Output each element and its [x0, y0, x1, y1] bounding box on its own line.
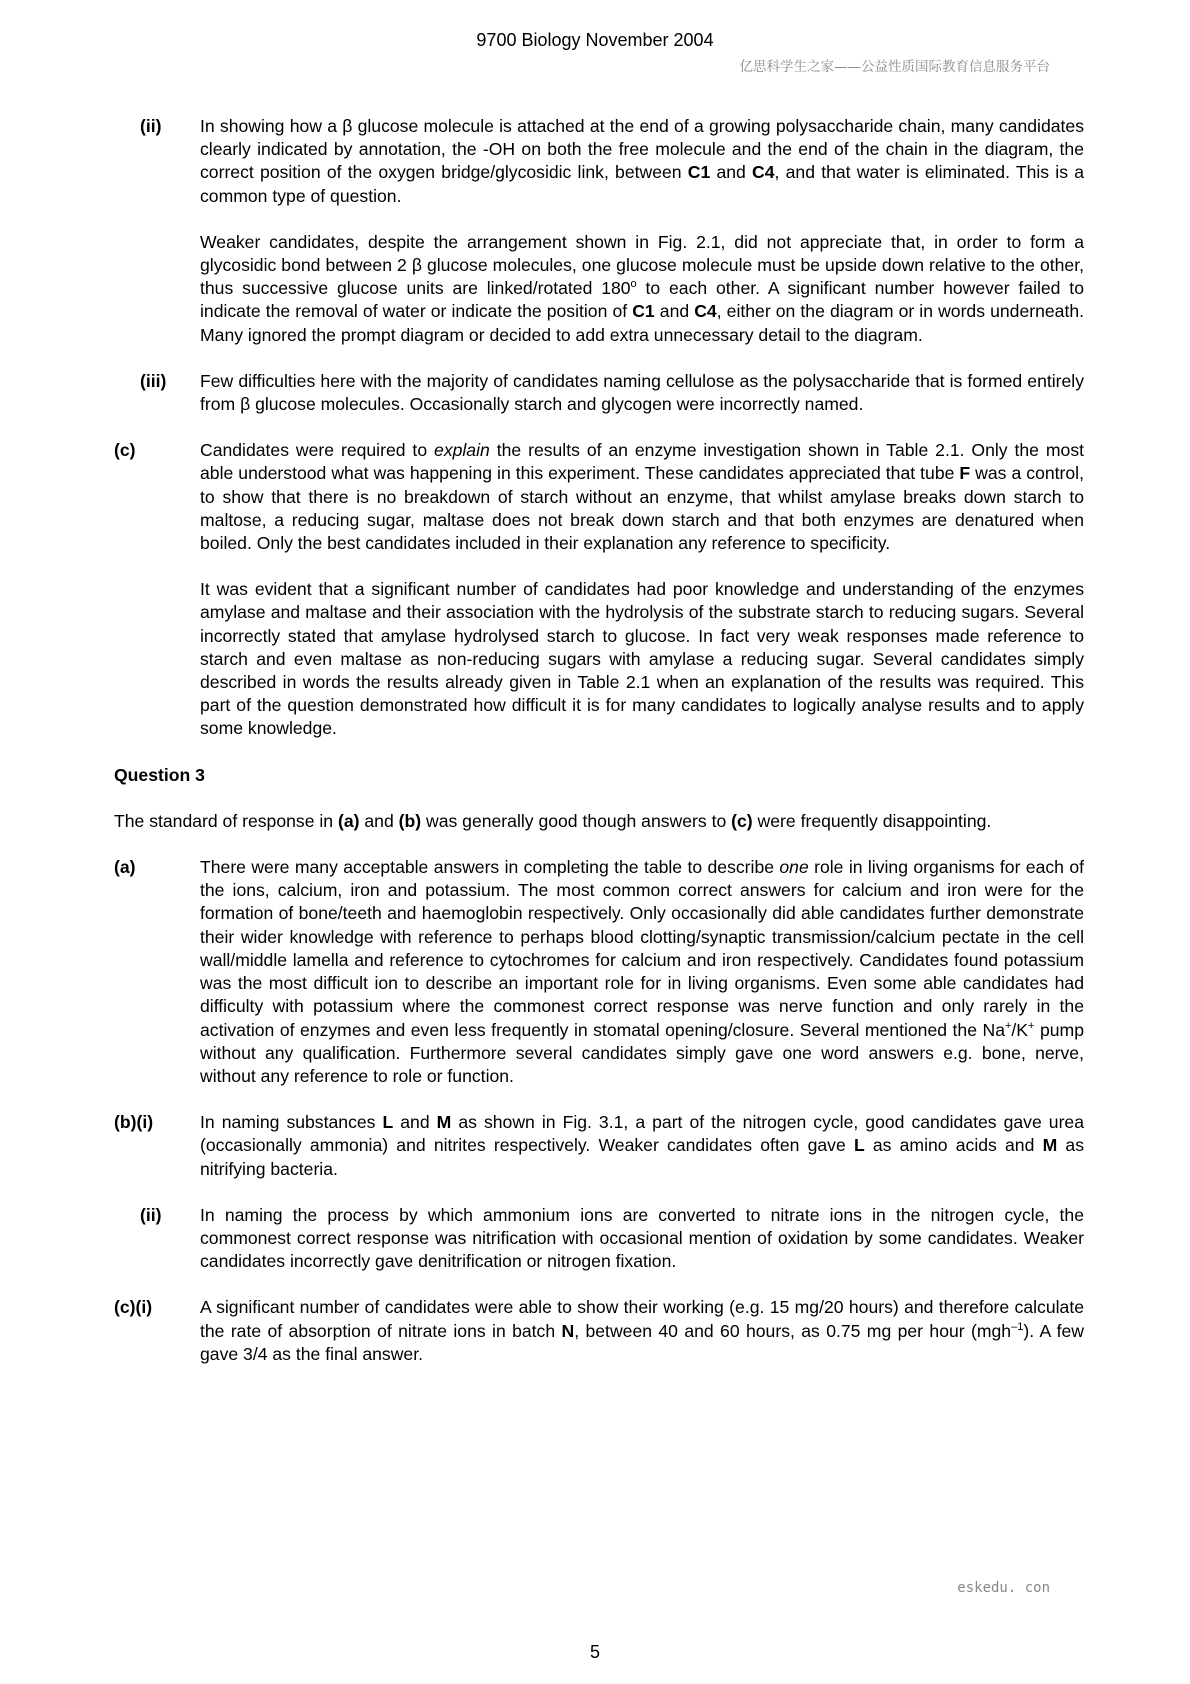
text-run: the results of an enzyme investigation shown in Table 2.1. Only the most able understood what was happening in this experiment. These candidates appreciated that tube: [200, 440, 1085, 484]
bold-text: (c): [731, 810, 753, 831]
section-label: (c)(i): [114, 1297, 153, 1318]
page-number: 5: [589, 1642, 600, 1662]
paragraph: It was evident that a significant number of candidates had poor knowledge and understanding of the enzymes amylase and maltase and their association with the hydrolysis of the substrate starch to reducing sugars. Several incorrectly stated that amylase hydrolysed starch to glucose. In fact very weak responses made reference to starch and even maltase as non-reducing sugars with amylase a reducing sugar. Several candidates simply described in words the results already given in Table 2.1 when an explanation of the results was required. This part of the question demonstrated how difficult it is for many candidates to logically analyse results and to apply some knowledge.: [200, 579, 1084, 739]
superscript: o: [630, 278, 637, 291]
bold-text: (a): [337, 810, 360, 831]
bold-text: N: [561, 1320, 575, 1341]
paragraph: [200, 1296, 1084, 1366]
text-run: In showing how a β glucose molecule is attached at the end of a growing polysaccharide chain, many candidates clearly indicated by annotation, the -OH on both the free molecule and the end of the chain in the diagram, the correct position of the oxygen bridge/glycosidic link, between: [200, 116, 1084, 183]
text-run: In naming substances: [200, 1112, 383, 1133]
section-label: (c): [114, 440, 136, 461]
text-run: was a control, to show that there is no breakdown of starch without an enzyme, that whilst amylase breaks down starch to maltose, a reducing sugar, maltase does not break down starch and that both enzymes are denatured when boiled. Only the best candidates included in their explanation any reference to specificity.: [200, 463, 1084, 554]
italic-text: one: [779, 857, 809, 878]
document-body: [114, 115, 1084, 1366]
question-intro: [114, 810, 1084, 833]
section-label: (ii): [140, 1204, 162, 1225]
text-run: /K: [1011, 1019, 1029, 1040]
bold-text: C1: [632, 301, 655, 322]
bold-text: M: [1042, 1135, 1058, 1156]
section-q3-c-i: [114, 1296, 1084, 1366]
text-run: role in living organisms for each of the ions, calcium, iron and potassium. The most common correct answers for calcium and iron were for the formation of bone/teeth and haemoglobin respectively. Only occasionally did able candidates further demonstrate their wider knowledge with reference to perhaps blood clotting/synaptic transmission/calcium pectate in the cell wall/middle lamella and reference to cytochromes for calcium and iron respectively. Candidates found potassium was the most difficult ion to describe an important role for in living organisms. Even some able candidates had difficulty with potassium where the commonest correct response was nerve function and only rarely in the activation of enzymes and even less frequently in stomatal opening/closure. Several mentioned the Na: [200, 857, 1084, 1040]
bold-text: F: [959, 463, 971, 484]
paragraph: In naming the process by which ammonium ions are converted to nitrate ions in the nitrogen cycle, the commonest correct response was nitrification with occasional mention of oxidation by some candidates. Weaker candidates incorrectly gave denitrification or nitrogen fixation.: [200, 1204, 1084, 1272]
text-run: and: [710, 162, 753, 183]
paragraph: [200, 231, 1084, 347]
page-header-title: 9700 Biology November 2004: [476, 30, 714, 50]
bold-text: C1: [687, 162, 711, 183]
text-run: and: [654, 301, 695, 322]
text-run: as amino acids and: [864, 1135, 1043, 1156]
text-run: as shown in Fig. 3.1, a part of the nitrogen cycle, good candidates gave urea (occasionally ammonia) and nitrites respectively. Weaker candidates often gave: [200, 1112, 1084, 1156]
section-q3-b-ii: [114, 1204, 1084, 1274]
text-run: ). A few gave 3/4 as the final answer.: [200, 1320, 1084, 1364]
text-run: as nitrifying bacteria.: [200, 1135, 1084, 1179]
question-heading: Question 3: [114, 764, 205, 785]
paragraph: [200, 856, 1084, 1088]
text-run: , between 40 and 60 hours, as 0.75 mg per hour (mgh: [574, 1320, 1012, 1341]
section-b-iii: [114, 370, 1084, 416]
text-run: was generally good though answers to: [421, 810, 732, 831]
italic-text: explain: [434, 440, 490, 461]
header-watermark: 亿思科学生之家——公益性质国际教育信息服务平台: [739, 59, 1050, 75]
section-label: (a): [114, 857, 136, 878]
section-b-ii: [114, 115, 1084, 347]
paragraph: [200, 115, 1084, 208]
bold-text: C4: [694, 301, 717, 322]
paragraph: [200, 1111, 1084, 1181]
footer-watermark: eskedu. con: [957, 1580, 1050, 1596]
bold-text: L: [853, 1135, 865, 1156]
text-run: and: [393, 1112, 437, 1133]
text-run: were frequently disappointing.: [752, 810, 992, 831]
text-run: There were many acceptable answers in completing the table to describe: [200, 857, 780, 878]
text-run: The standard of response in: [114, 810, 338, 831]
paragraph: Few difficulties here with the majority of candidates naming cellulose as the polysaccharide that is formed entirely from β glucose molecules. Occasionally starch and glycogen were incorrectly named.: [200, 370, 1084, 415]
superscript: –1: [1011, 1320, 1024, 1333]
section-label: (iii): [140, 370, 167, 391]
text-run: pump without any qualification. Furthermore several candidates simply gave one word answers e.g. bone, nerve, without any reference to role or function.: [200, 1019, 1084, 1086]
section-q3-b-i: [114, 1111, 1084, 1181]
text-run: and: [359, 810, 399, 831]
bold-text: (b): [398, 810, 422, 831]
section-label: (b)(i): [114, 1112, 154, 1133]
text-run: to each other. A significant number however failed to indicate the removal of water or indicate the position of: [200, 278, 1084, 322]
text-run: , and that water is eliminated. This is a common type of question.: [200, 162, 1084, 206]
text-run: A significant number of candidates were able to show their working (e.g. 15 mg/20 hours) and therefore calculate the rate of absorption of nitrate ions in batch: [200, 1297, 1084, 1341]
bold-text: C4: [752, 162, 775, 183]
section-label: (ii): [140, 116, 162, 136]
bold-text: M: [436, 1112, 452, 1133]
section-q3-a: [114, 856, 1084, 1088]
superscript: +: [1028, 1019, 1035, 1032]
text-run: , either on the diagram or in words underneath. Many ignored the prompt diagram or decided to add extra unnecessary detail to the diagram.: [200, 301, 1084, 345]
superscript: +: [1004, 1019, 1012, 1032]
section-c: [114, 439, 1084, 740]
text-run: Weaker candidates, despite the arrangement shown in Fig. 2.1, did not appreciate that, in order to form a glycosidic bond between 2 β glucose molecules, one glucose molecule must be upside down relative to the other, thus successive glucose units are linked/rotated 180: [200, 231, 1084, 299]
paragraph: [200, 439, 1084, 555]
text-run: Candidates were required to: [200, 440, 435, 461]
bold-text: L: [382, 1112, 394, 1133]
